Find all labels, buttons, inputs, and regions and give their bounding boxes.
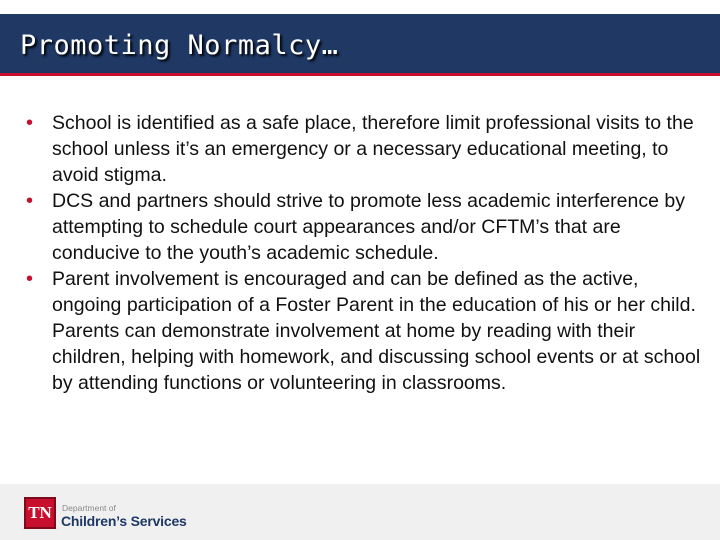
bullet-item xyxy=(24,266,704,396)
slide-title: Promoting Normalcy… xyxy=(20,30,339,61)
dept-label: Department of xyxy=(62,503,116,513)
bullet-text: School is identified as a safe place, therefore limit professional visits to the school unless it’s an emergency or a necessary educational meeting, to avoid stigma. xyxy=(52,112,694,186)
bullet-list xyxy=(24,110,704,396)
dept-name: Children’s Services xyxy=(61,513,187,529)
bullet-text: DCS and partners should strive to promote less academic interference by attempting to schedule court appearances and/or CFTM’s that are conducive to the youth’s academic schedule. xyxy=(52,190,685,264)
bullet-item xyxy=(24,188,704,266)
tn-logo-icon: TN xyxy=(24,497,56,529)
bullet-item xyxy=(24,110,704,188)
bullet-dot-icon: • xyxy=(26,268,34,290)
bullet-text: Parent involvement is encouraged and can be defined as the active, ongoing participation of a Foster Parent in the education of his or her child. Parents can demonstrate involvement at home by reading with their children, helping with homework, and discussing school events or at school by attending functions or volunteering in classrooms. xyxy=(52,268,701,394)
footer xyxy=(0,484,720,540)
title-bar xyxy=(0,14,720,76)
bullet-dot-icon: • xyxy=(26,112,34,134)
bullet-dot-icon: • xyxy=(26,190,34,212)
